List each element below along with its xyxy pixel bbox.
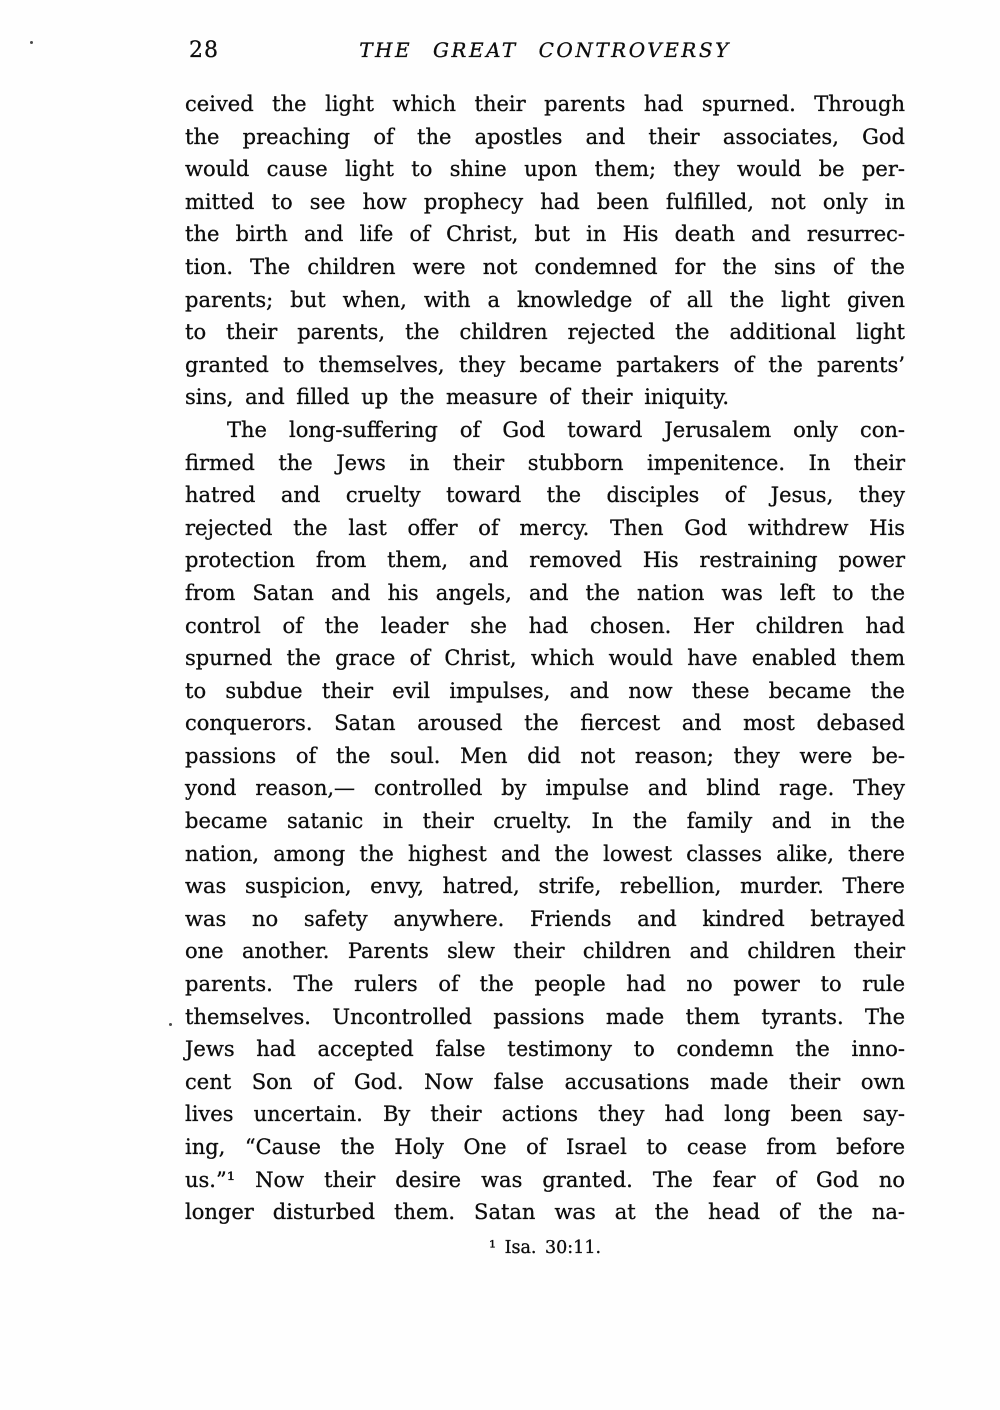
text-line: ceived the light which their parents had spurned. Through	[185, 92, 905, 116]
footnote: ¹ Isa. 30:11.	[488, 1238, 602, 1258]
page-number: 28	[189, 38, 219, 63]
text-line: to their parents, the children rejected the additional light	[185, 320, 905, 345]
text-line: longer disturbed them. Satan was at the head of the na-	[185, 1200, 905, 1225]
scan-artifact-dot	[30, 41, 33, 44]
text-line: tion. The children were not condemned for the sins of the	[185, 254, 905, 279]
text-line: one another. Parents slew their children and children their	[185, 939, 905, 964]
text-line: control of the leader she had chosen. Her children had	[185, 613, 905, 638]
text-line: hatred and cruelty toward the disciples of Jesus, they	[185, 483, 905, 508]
text-line: cent Son of God. Now false accusations made their own	[185, 1069, 905, 1094]
text-line: yond reason,— controlled by impulse and blind rage. They	[185, 776, 905, 801]
text-line: became satanic in their cruelty. In the family and in the	[185, 809, 905, 834]
text-line: the birth and life of Christ, but in His death and resurrec-	[185, 222, 905, 247]
text-line: parents. The rulers of the people had no power to rule	[185, 972, 905, 997]
text-line: the preaching of the apostles and their associates, God	[185, 124, 905, 149]
text-line: would cause light to shine upon them; they would be per-	[185, 157, 905, 182]
text-line: to subdue their evil impulses, and now these became the	[185, 678, 905, 703]
running-title: THE GREAT CONTROVERSY	[359, 38, 731, 62]
text-line: lives uncertain. By their actions they had long been say-	[185, 1102, 905, 1127]
text-line: The long-suffering of God toward Jerusalem only con-	[227, 417, 905, 442]
text-line: spurned the grace of Christ, which would have enabled them	[185, 646, 905, 671]
text-line: themselves. Uncontrolled passions made them tyrants. The	[185, 1004, 905, 1029]
text-line: firmed the Jews in their stubborn impenitence. In their	[185, 450, 905, 475]
text-line: was suspicion, envy, hatred, strife, rebellion, murder. There	[185, 874, 905, 899]
text-line: protection from them, and removed His restraining power	[185, 548, 905, 573]
text-line: parents; but when, with a knowledge of all the light given	[185, 287, 905, 312]
text-line: rejected the last offer of mercy. Then God withdrew His	[185, 515, 905, 540]
text-line: granted to themselves, they became partakers of the parents’	[185, 352, 905, 377]
text-line: Jews had accepted false testimony to condemn the inno-	[185, 1037, 905, 1062]
text-line: nation, among the highest and the lowest classes alike, there	[185, 841, 905, 866]
text-line: from Satan and his angels, and the nation was left to the	[185, 580, 905, 605]
body-text	[185, 88, 905, 1229]
text-line: passions of the soul. Men did not reason; they were be-	[185, 743, 905, 768]
text-line: conquerors. Satan aroused the fiercest and most debased	[185, 711, 905, 736]
scan-artifact-dot	[169, 1023, 172, 1026]
text-line: sins, and filled up the measure of their iniquity.	[185, 385, 730, 410]
text-line: was no safety anywhere. Friends and kindred betrayed	[185, 906, 905, 931]
text-line: us.”¹ Now their desire was granted. The fear of God no	[185, 1167, 905, 1192]
text-line: ing, “Cause the Holy One of Israel to cease from before	[185, 1135, 905, 1159]
text-line: mitted to see how prophecy had been fulfilled, not only in	[185, 189, 905, 214]
page-header	[185, 36, 905, 66]
